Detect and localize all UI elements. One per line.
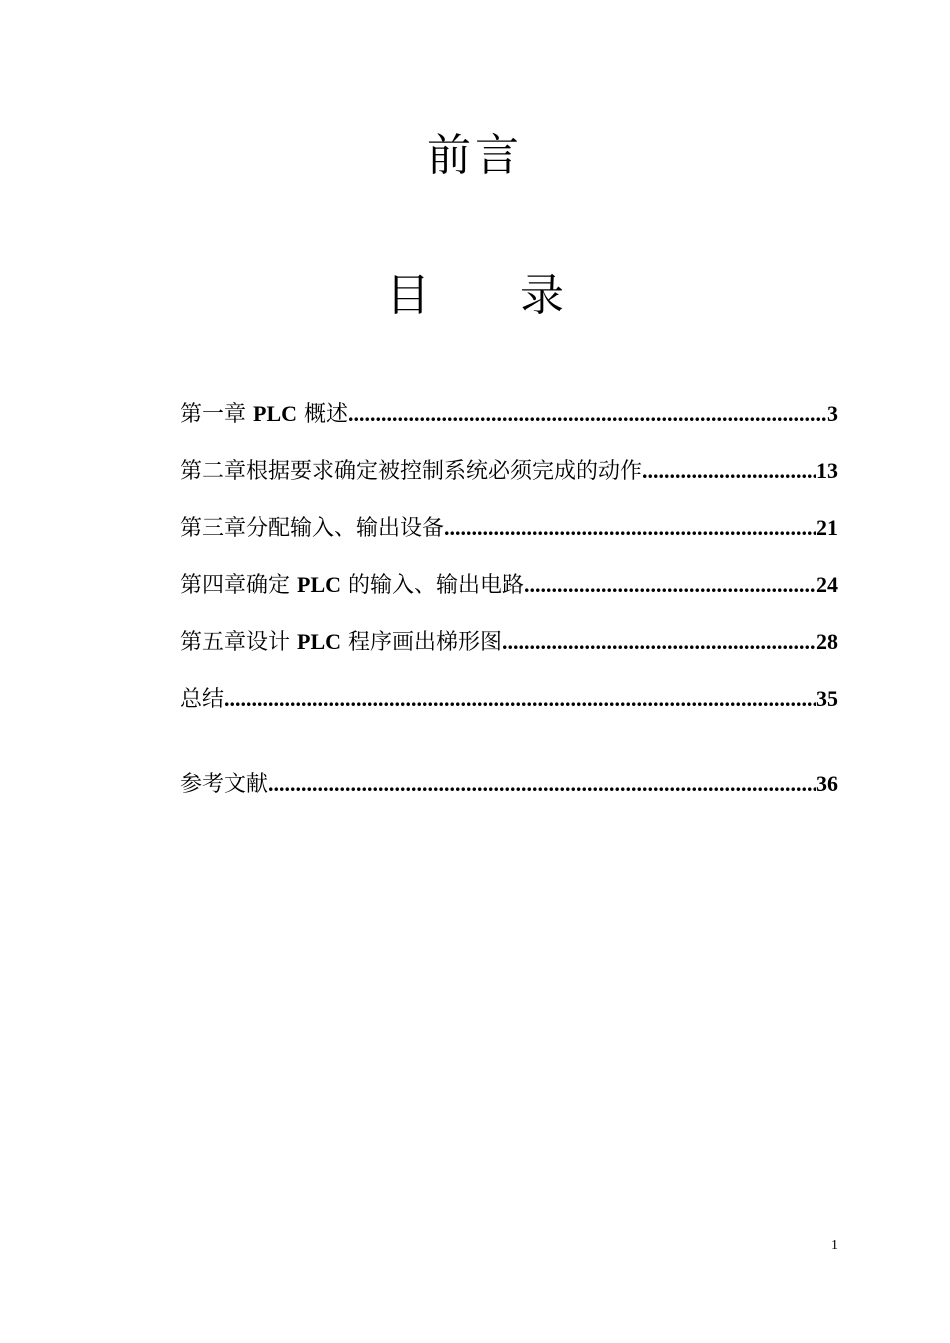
- toc-entry-chapter-3[interactable]: [180, 506, 838, 563]
- toc-entry-prefix: 第三章分配输入、输出设备: [180, 516, 445, 541]
- toc-entry-label: [180, 620, 502, 665]
- toc-dot-leader: [224, 677, 816, 721]
- toc-entry-label: [180, 678, 224, 722]
- toc-entry-bold: PLC: [297, 572, 341, 597]
- toc-entry-prefix: 总结: [180, 687, 225, 712]
- toc-entry-chapter-2[interactable]: [180, 449, 838, 506]
- preface-title: 前言: [427, 130, 523, 181]
- toc-entry-bold: PLC: [297, 629, 341, 654]
- toc-dot-leader: [348, 392, 827, 436]
- toc-entry-page: 3: [827, 401, 838, 426]
- toc-dot-leader: [502, 620, 816, 664]
- toc-entry-page: 28: [816, 629, 838, 654]
- toc-entry-suffix: 的输入、输出电路: [341, 573, 524, 598]
- toc-entry-label: [180, 507, 444, 551]
- toc-entry-summary[interactable]: [180, 677, 838, 734]
- toc-entry-label: [180, 563, 524, 608]
- table-of-contents: [180, 392, 838, 819]
- toc-entry-bold: PLC: [253, 401, 297, 426]
- toc-entry-page: 21: [816, 515, 838, 540]
- toc-title: 目录: [386, 270, 654, 321]
- toc-dot-leader: [268, 762, 816, 806]
- toc-entry-prefix: 第一章: [180, 402, 253, 427]
- toc-entry-suffix: 概述: [297, 402, 348, 427]
- toc-dot-leader: [444, 506, 816, 550]
- page-number: 1: [831, 1238, 838, 1253]
- toc-entry-prefix: 第四章确定: [180, 573, 297, 598]
- toc-entry-suffix: 程序画出梯形图: [341, 630, 502, 655]
- toc-entry-chapter-4[interactable]: [180, 563, 838, 620]
- toc-dot-leader: [524, 563, 816, 607]
- toc-entry-page: 35: [816, 686, 838, 711]
- toc-entry-page: 13: [816, 458, 838, 483]
- toc-entry-chapter-5[interactable]: [180, 620, 838, 677]
- toc-entry-chapter-1[interactable]: [180, 392, 838, 449]
- toc-entry-page: 24: [816, 572, 838, 597]
- toc-entry-references[interactable]: [180, 762, 838, 819]
- toc-dot-leader: [642, 449, 816, 493]
- toc-entry-prefix: 参考文献: [180, 772, 269, 797]
- toc-entry-prefix: 第二章根据要求确定被控制系统必须完成的动作: [180, 459, 643, 484]
- toc-entry-label: [180, 450, 642, 494]
- toc-entry-label: [180, 763, 268, 807]
- toc-entry-prefix: 第五章设计: [180, 630, 297, 655]
- toc-entry-label: [180, 392, 348, 437]
- toc-entry-page: 36: [816, 771, 838, 796]
